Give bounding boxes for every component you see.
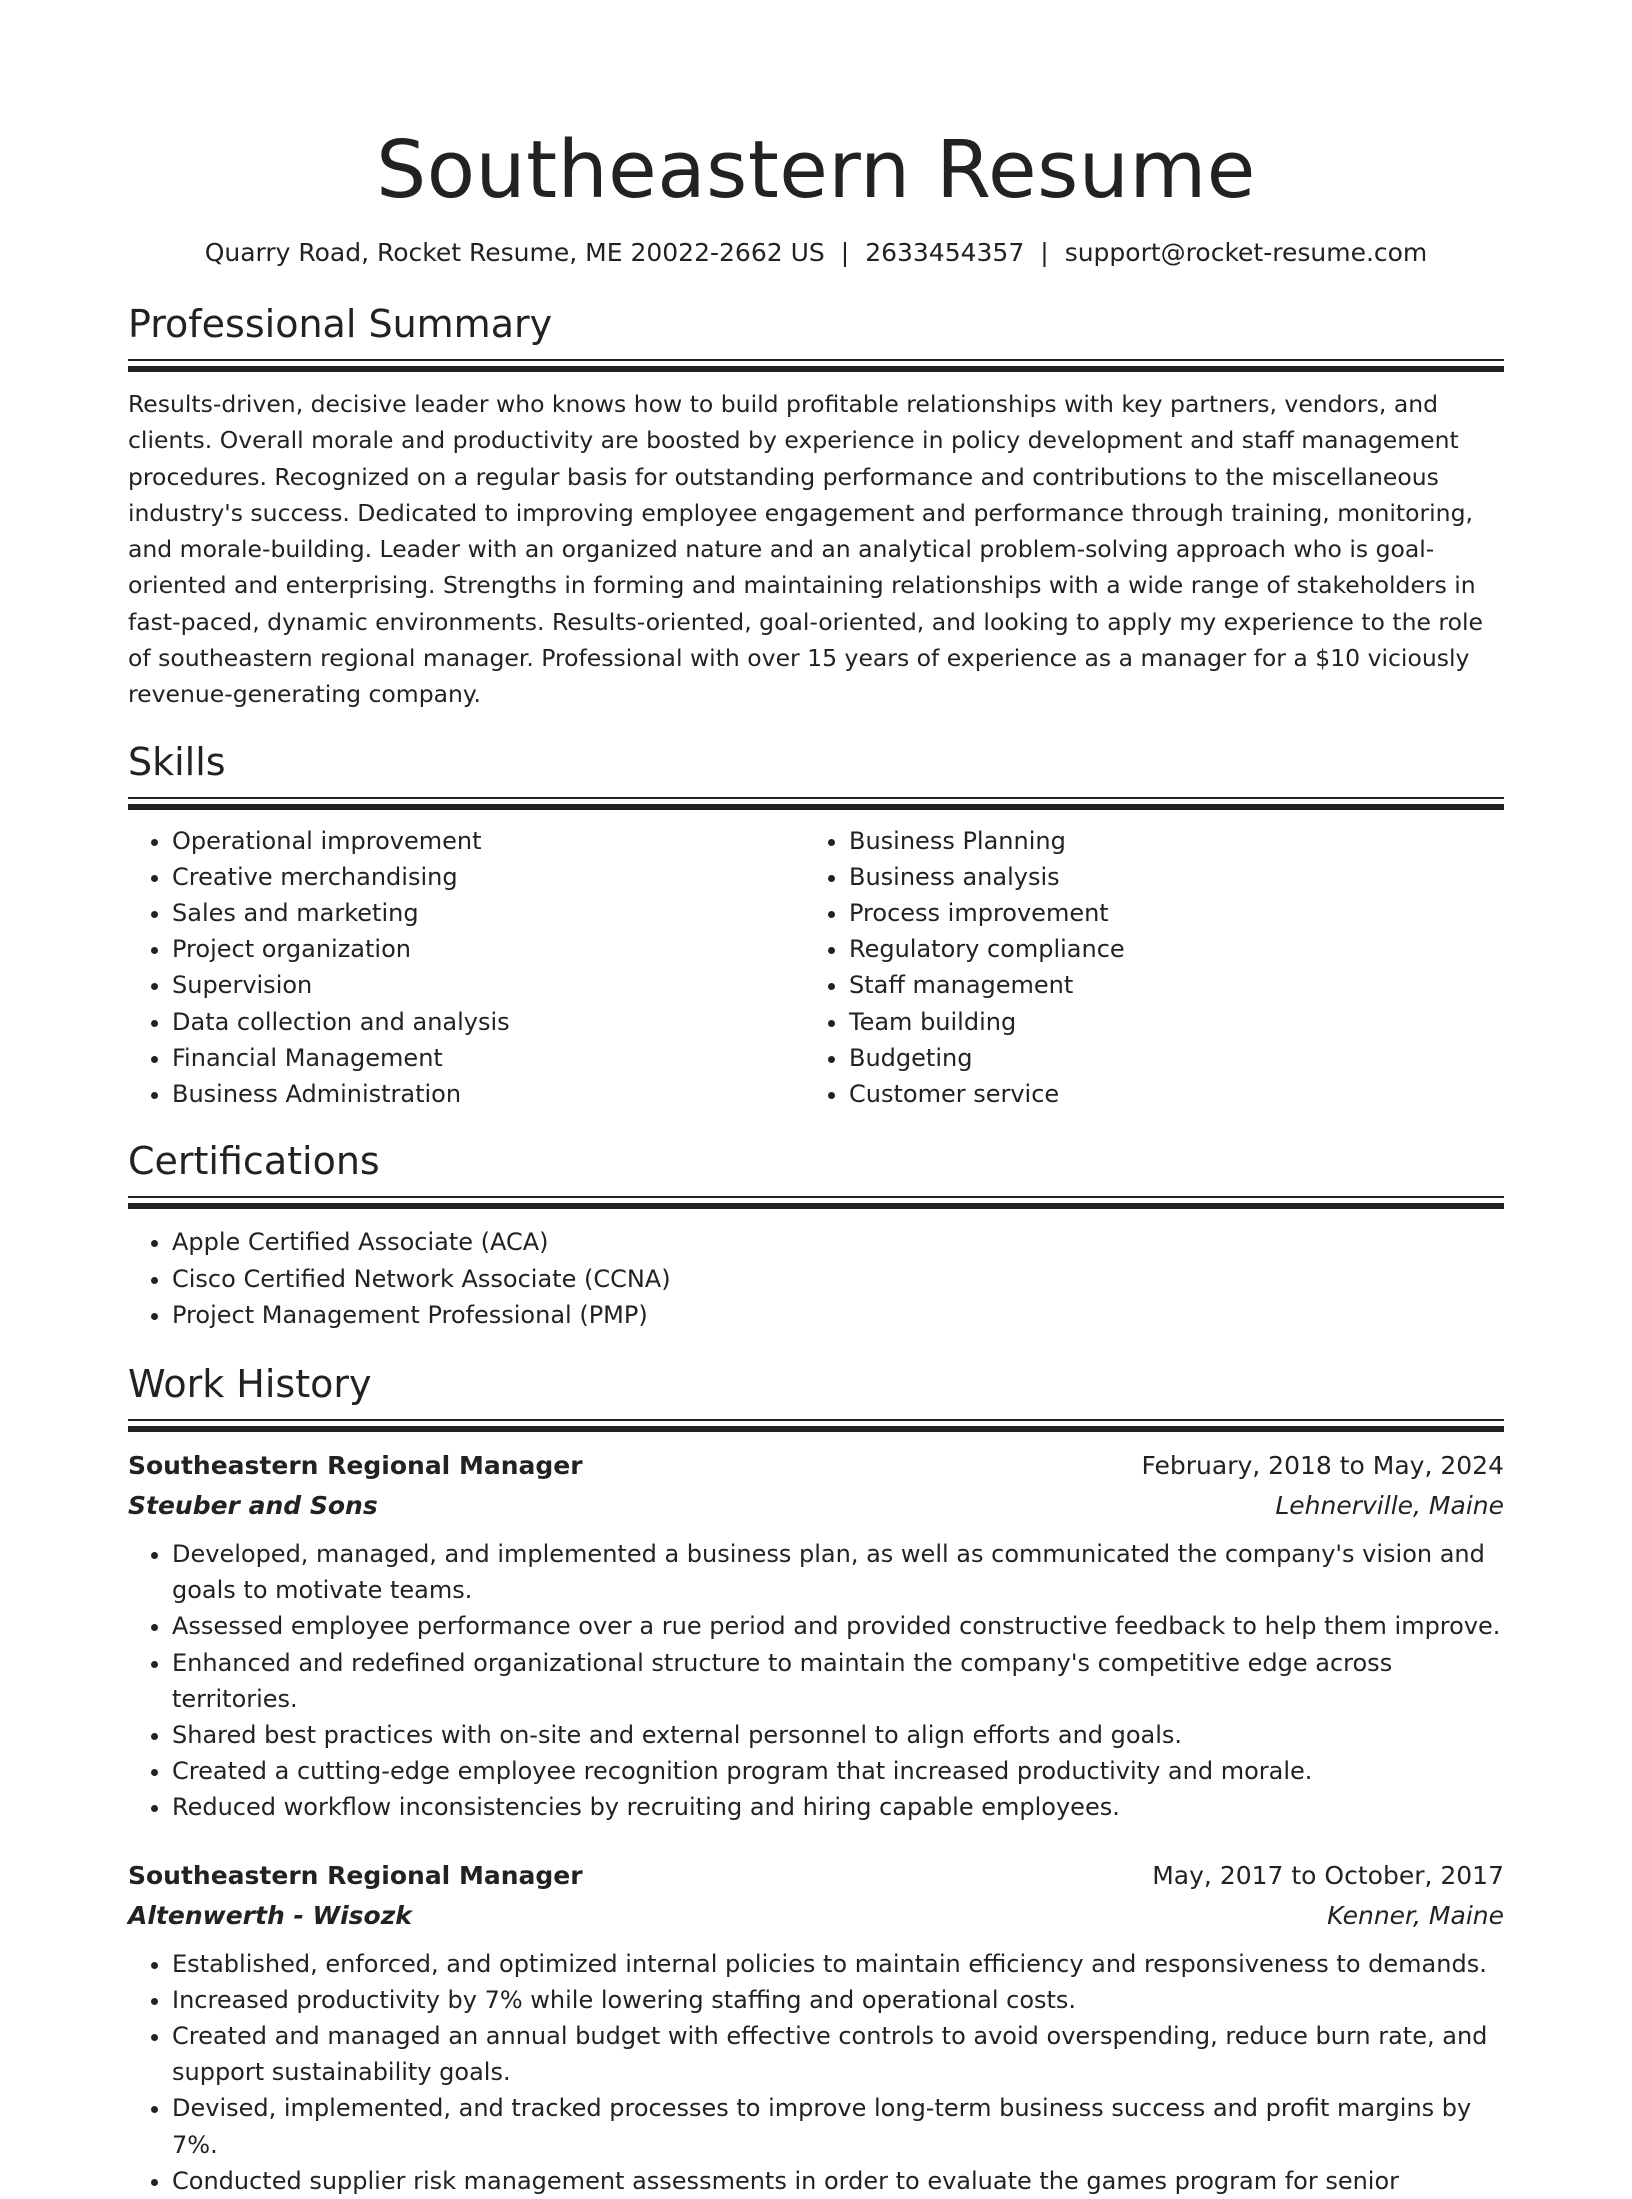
job-bullet: • Conducted supplier risk management assessments in order to evaluate the games program for senior	[172, 2163, 1504, 2199]
job-bullet: • Reduced workflow inconsistencies by recruiting and hiring capable employees.	[172, 1789, 1504, 1825]
resume-name: Southeastern Resume	[376, 124, 1256, 216]
skill-item: • Creative merchandising	[172, 859, 805, 895]
job-header	[128, 1446, 1504, 1486]
summary-text: Results-driven, decisive leader who knows how to build profitable relationships with key partners, vendors, and clients. Overall morale and productivity are boosted by experience in policy development and staff management procedures. Recognized on a regular basis for outstanding performance and contributions to the miscellaneous industry's success. Dedicated to improving employee engagement and performance through training, monitoring, and morale-building. Leader with an organized nature and an analytical problem-solving approach who is goal-oriented and enterprising. Strengths in forming and maintaining relationships with a wide range of stakeholders in fast-paced, dynamic environments. Results-oriented, goal-oriented, and looking to apply my experience to the role of southeastern regional manager. Professional with over 15 years of experience as a manager for a $10 viciously revenue-generating company.	[128, 390, 1483, 709]
certifications-heading: Certifications	[128, 1139, 380, 1184]
job-bullet: • Devised, implemented, and tracked processes to improve long-term business success and profit margins by 7%.	[172, 2090, 1504, 2162]
skill-item: • Team building	[849, 1004, 1125, 1040]
job-bullet: • Established, enforced, and optimized internal policies to maintain efficiency and responsiveness to demands.	[172, 1946, 1504, 1982]
job-title: Southeastern Regional Manager	[128, 1450, 583, 1480]
contact-separator: |	[840, 238, 850, 267]
job-bullet: • Assessed employee performance over a rue period and provided constructive feedback to help them improve.	[172, 1608, 1504, 1644]
section-divider	[128, 359, 1504, 372]
skill-item: • Data collection and analysis	[172, 1004, 805, 1040]
skill-item: • Business Planning	[849, 823, 1125, 859]
job-entry	[128, 1856, 1504, 2199]
contact-line	[128, 235, 1504, 271]
job-subheader	[128, 1486, 1504, 1526]
work-history-section	[128, 1361, 1504, 2199]
summary-heading: Professional Summary	[128, 302, 553, 346]
section-divider	[128, 797, 1504, 810]
skills-right-list	[805, 823, 1125, 1113]
certifications-list	[128, 1224, 1504, 1333]
job-location: Lehnerville, Maine	[1275, 1490, 1504, 1520]
job-company: Steuber and Sons	[128, 1490, 378, 1520]
job-dates: February, 2018 to May, 2024	[1141, 1450, 1504, 1480]
job-dates: May, 2017 to October, 2017	[1152, 1860, 1504, 1890]
job-bullets	[128, 1946, 1504, 2199]
skill-item: • Financial Management	[172, 1040, 805, 1076]
certification-item: • Cisco Certified Network Associate (CCNA)	[172, 1261, 1504, 1297]
skill-item: • Staff management	[849, 967, 1125, 1003]
job-bullet: • Created a cutting-edge employee recognition program that increased productivity and morale.	[172, 1753, 1504, 1789]
job-bullet: • Created and managed an annual budget with effective controls to avoid overspending, reduce burn rate, and support sustainability goals.	[172, 2018, 1504, 2090]
skills-heading: Skills	[128, 739, 226, 784]
summary-section	[128, 301, 1504, 713]
job-bullet: • Enhanced and redefined organizational structure to maintain the company's competitive edge across territories.	[172, 1645, 1504, 1717]
skill-item: • Project organization	[172, 931, 805, 967]
certification-item: • Apple Certified Associate (ACA)	[172, 1224, 1504, 1260]
certifications-section	[128, 1138, 1504, 1333]
skill-item: • Business Administration	[172, 1076, 805, 1112]
section-divider	[128, 1196, 1504, 1209]
job-title: Southeastern Regional Manager	[128, 1860, 583, 1890]
work-history-heading: Work History	[128, 1361, 372, 1406]
job-header	[128, 1856, 1504, 1896]
skill-item: • Sales and marketing	[172, 895, 805, 931]
contact-address: Quarry Road, Rocket Resume, ME 20022-2662 US	[204, 238, 825, 267]
skills-left-list	[128, 823, 805, 1113]
skill-item: • Operational improvement	[172, 823, 805, 859]
job-bullets	[128, 1536, 1504, 1826]
job-bullet: • Developed, managed, and implemented a business plan, as well as communicated the company's vision and goals to motivate teams.	[172, 1536, 1504, 1608]
job-company: Altenwerth - Wisozk	[128, 1900, 412, 1930]
resume-page	[128, 0, 1504, 2199]
job-location: Kenner, Maine	[1327, 1900, 1504, 1930]
certification-item: • Project Management Professional (PMP)	[172, 1297, 1504, 1333]
job-bullet: • Increased productivity by 7% while lowering staffing and operational costs.	[172, 1982, 1504, 2018]
skill-item: • Budgeting	[849, 1040, 1125, 1076]
job-subheader	[128, 1896, 1504, 1936]
skill-item: • Customer service	[849, 1076, 1125, 1112]
skill-item: • Process improvement	[849, 895, 1125, 931]
contact-phone: 2633454357	[865, 238, 1025, 267]
job-bullet: • Shared best practices with on-site and external personnel to align efforts and goals.	[172, 1717, 1504, 1753]
skill-item: • Supervision	[172, 967, 805, 1003]
skills-section	[128, 739, 1504, 1113]
skill-item: • Business analysis	[849, 859, 1125, 895]
skills-columns	[128, 823, 1504, 1113]
contact-separator: |	[1040, 238, 1049, 267]
contact-email: support@rocket-resume.com	[1064, 238, 1428, 267]
section-divider	[128, 1419, 1504, 1432]
skill-item: • Regulatory compliance	[849, 931, 1125, 967]
job-entry	[128, 1446, 1504, 1826]
